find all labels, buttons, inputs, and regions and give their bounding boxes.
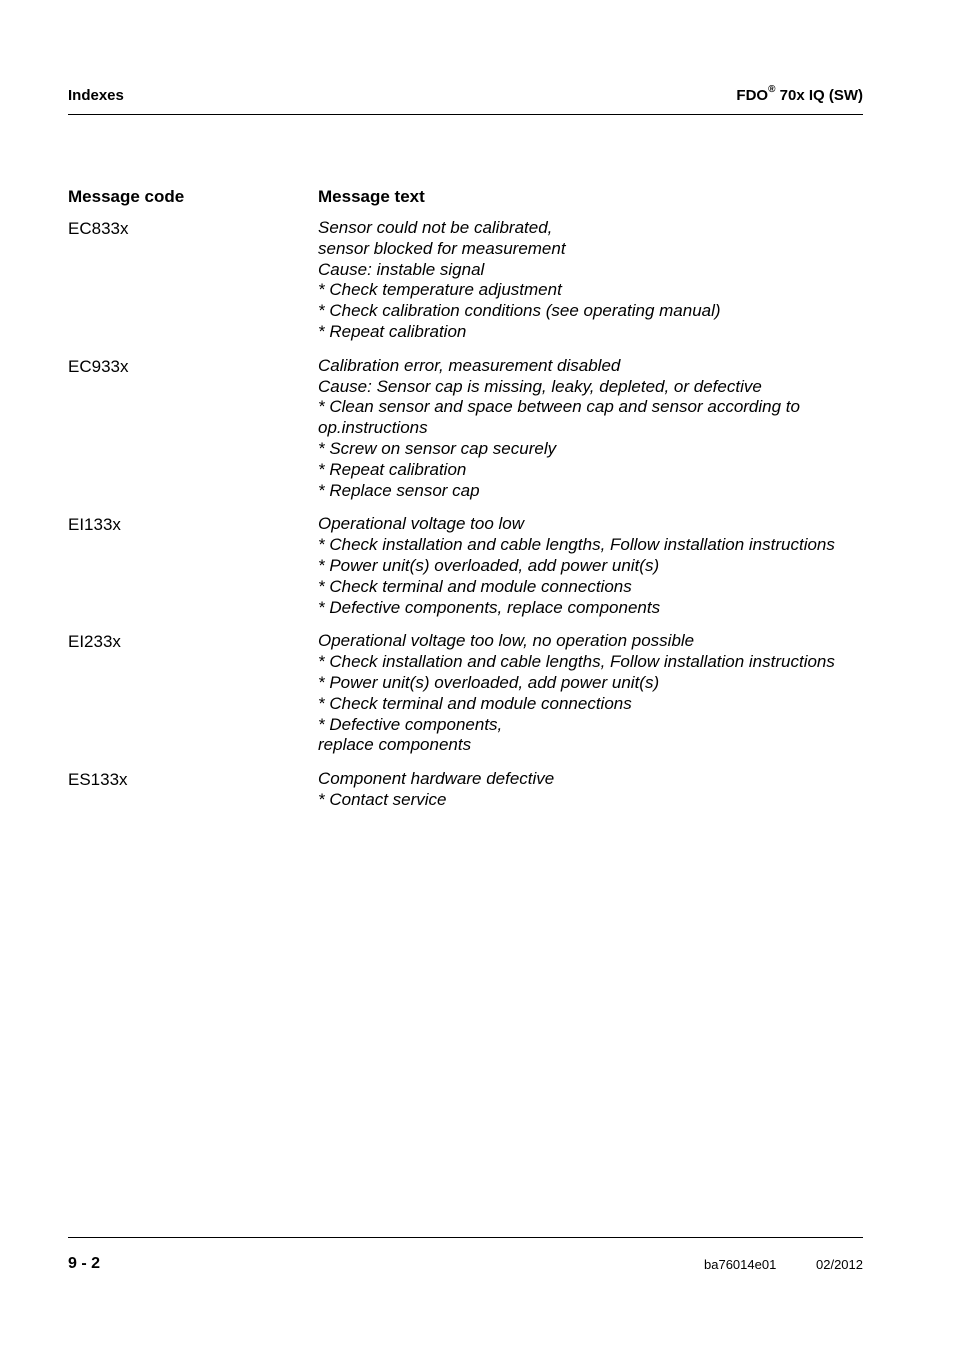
- message-text-line: * Power unit(s) overloaded, add power unit(s): [318, 555, 660, 575]
- message-text-line: op.instructions: [318, 418, 428, 438]
- column-header-text: Message text: [318, 187, 425, 206]
- message-text-line: Cause: Sensor cap is missing, leaky, depleted, or defective: [318, 376, 762, 396]
- message-code: EC933x: [68, 356, 129, 376]
- message-text-line: Cause: instable signal: [318, 259, 485, 279]
- product-suffix: 70x IQ (SW): [775, 87, 863, 104]
- message-text: [318, 218, 868, 343]
- table-row: [68, 631, 868, 756]
- table-row: [68, 514, 868, 618]
- table-row: [68, 356, 868, 502]
- message-text-line: Operational voltage too low, no operation possible: [318, 631, 695, 651]
- message-text-line: * Defective components, replace components: [318, 597, 661, 617]
- message-text-line: Operational voltage too low: [318, 514, 525, 534]
- message-text-line: * Repeat calibration: [318, 321, 467, 341]
- message-text-line: Sensor could not be calibrated,: [318, 218, 553, 237]
- page-header: [68, 84, 863, 115]
- message-text: [318, 356, 868, 502]
- registered-mark: ®: [768, 84, 776, 95]
- message-text-line: * Check installation and cable lengths, Follow installation instructions: [318, 535, 835, 555]
- table-row: [68, 769, 868, 811]
- column-header-code: Message code: [68, 187, 185, 206]
- message-text-line: * Repeat calibration: [318, 459, 467, 479]
- message-code: EC833x: [68, 219, 129, 238]
- table-body: [68, 218, 868, 811]
- message-text-line: sensor blocked for measurement: [318, 238, 566, 258]
- document-id: ba76014e01: [704, 1257, 777, 1272]
- product-title: [736, 84, 863, 104]
- message-text: [318, 514, 868, 618]
- message-text-line: Component hardware defective: [318, 769, 555, 789]
- message-code: ES133x: [68, 770, 128, 790]
- message-text-line: * Check terminal and module connections: [318, 693, 632, 713]
- message-text-line: * Defective components,: [318, 714, 503, 734]
- message-text-line: * Check calibration conditions (see operating manual): [318, 301, 721, 321]
- message-text-line: * Clean sensor and space between cap and sensor according to: [318, 397, 800, 417]
- message-text-line: replace components: [318, 735, 472, 755]
- document-date: 02/2012: [816, 1257, 863, 1272]
- message-code: EI133x: [68, 515, 121, 535]
- message-text-line: * Check temperature adjustment: [318, 280, 562, 300]
- table-row: [68, 218, 868, 343]
- message-text: [318, 631, 868, 756]
- message-text-line: * Replace sensor cap: [318, 480, 480, 500]
- page-number: 9 - 2: [68, 1255, 101, 1272]
- message-table: [68, 185, 868, 824]
- message-text-line: * Check terminal and module connections: [318, 576, 632, 596]
- section-title: Indexes: [68, 87, 124, 104]
- message-text-line: * Screw on sensor cap securely: [318, 438, 557, 458]
- product-prefix: FDO: [736, 87, 769, 104]
- page-footer: [68, 1237, 863, 1278]
- message-text-line: Calibration error, measurement disabled: [318, 355, 621, 375]
- message-text-line: * Contact service: [318, 789, 447, 809]
- message-code: EI233x: [68, 632, 121, 652]
- table-header-row: [68, 185, 868, 218]
- message-text: [318, 769, 868, 811]
- message-text-line: * Power unit(s) overloaded, add power unit(s): [318, 672, 660, 692]
- message-text-line: * Check installation and cable lengths, Follow installation instructions: [318, 652, 835, 672]
